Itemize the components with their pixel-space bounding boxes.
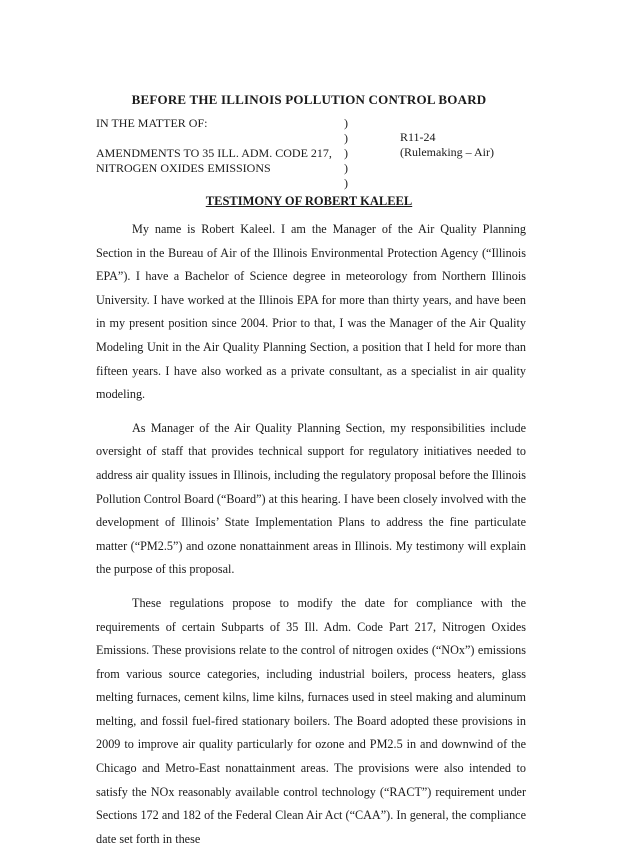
caption-line: IN THE MATTER OF: [96, 116, 208, 130]
board-title: BEFORE THE ILLINOIS POLLUTION CONTROL BOARD [131, 92, 487, 107]
caption-docket [400, 130, 530, 160]
caption-matter [96, 116, 336, 176]
paragraph: My name is Robert Kaleel. I am the Manager of the Air Quality Planning Section in the Bureau of Air of the Illinois Environmental Protection Agency (“Illinois EPA”). I have a Bachelor of Science degree in meteorology from Northern Illinois University. I have worked at the Illinois EPA for more than thirty years, and have been in my present position since 2004. Prior to that, I was the Manager of the Air Quality Modeling Unit in the Air Quality Planning Section, a position that I held for more than fifteen years. I have also worked as a private consultant, as a specialist in air quality modeling. [96, 222, 526, 402]
testimony-title: TESTIMONY OF ROBERT KALEEL [205, 194, 413, 208]
paragraph: These regulations propose to modify the date for compliance with the requirements of certain Subparts of 35 Ill. Adm. Code Part 217, Nitrogen Oxides Emissions. These provisions relate to the control of nitrogen oxides (“NOx”) emissions from various source categories, including industrial boilers, process heaters, glass melting furnaces, cement kilns, lime kilns, furnaces used in steel making and aluminum melting, and fossil fuel-fired stationary boilers. The Board adopted these provisions in 2009 to improve air quality particularly for ozone and PM2.5 in and downwind of the Chicago and Metro-East nonattainment areas. The provisions were also intended to satisfy the NOx reasonably available control technology (“RACT”) requirement under Sections 172 and 182 of the Federal Clean Air Act (“CAA”). In general, the compliance date set forth in these [96, 595, 526, 846]
caption-paren: ) [344, 131, 348, 145]
docket-number: R11-24 [400, 130, 436, 144]
paragraph: As Manager of the Air Quality Planning Section, my responsibilities include oversight of staff that provides technical support for regulatory initiatives needed to address air quality issues in Illinois, including the regulatory proposal before the Illinois Pollution Control Board (“Board”) at this hearing. I have been closely involved with the development of Illinois’ State Implementation Plans to address the fine particulate matter (“PM2.5”) and ozone nonattainment areas in Illinois. My testimony will explain the purpose of this proposal. [96, 420, 526, 577]
caption-line: NITROGEN OXIDES EMISSIONS [96, 161, 271, 175]
rulemaking-type: (Rulemaking – Air) [400, 145, 494, 159]
caption-paren: ) [344, 161, 348, 175]
case-caption [96, 116, 526, 196]
caption-line: AMENDMENTS TO 35 ILL. ADM. CODE 217, [96, 146, 332, 160]
caption-parens [344, 116, 354, 191]
caption-paren: ) [344, 176, 348, 190]
caption-paren: ) [344, 116, 348, 130]
testimony-body [96, 218, 526, 851]
caption-paren: ) [344, 146, 348, 160]
caption-line [96, 131, 336, 146]
